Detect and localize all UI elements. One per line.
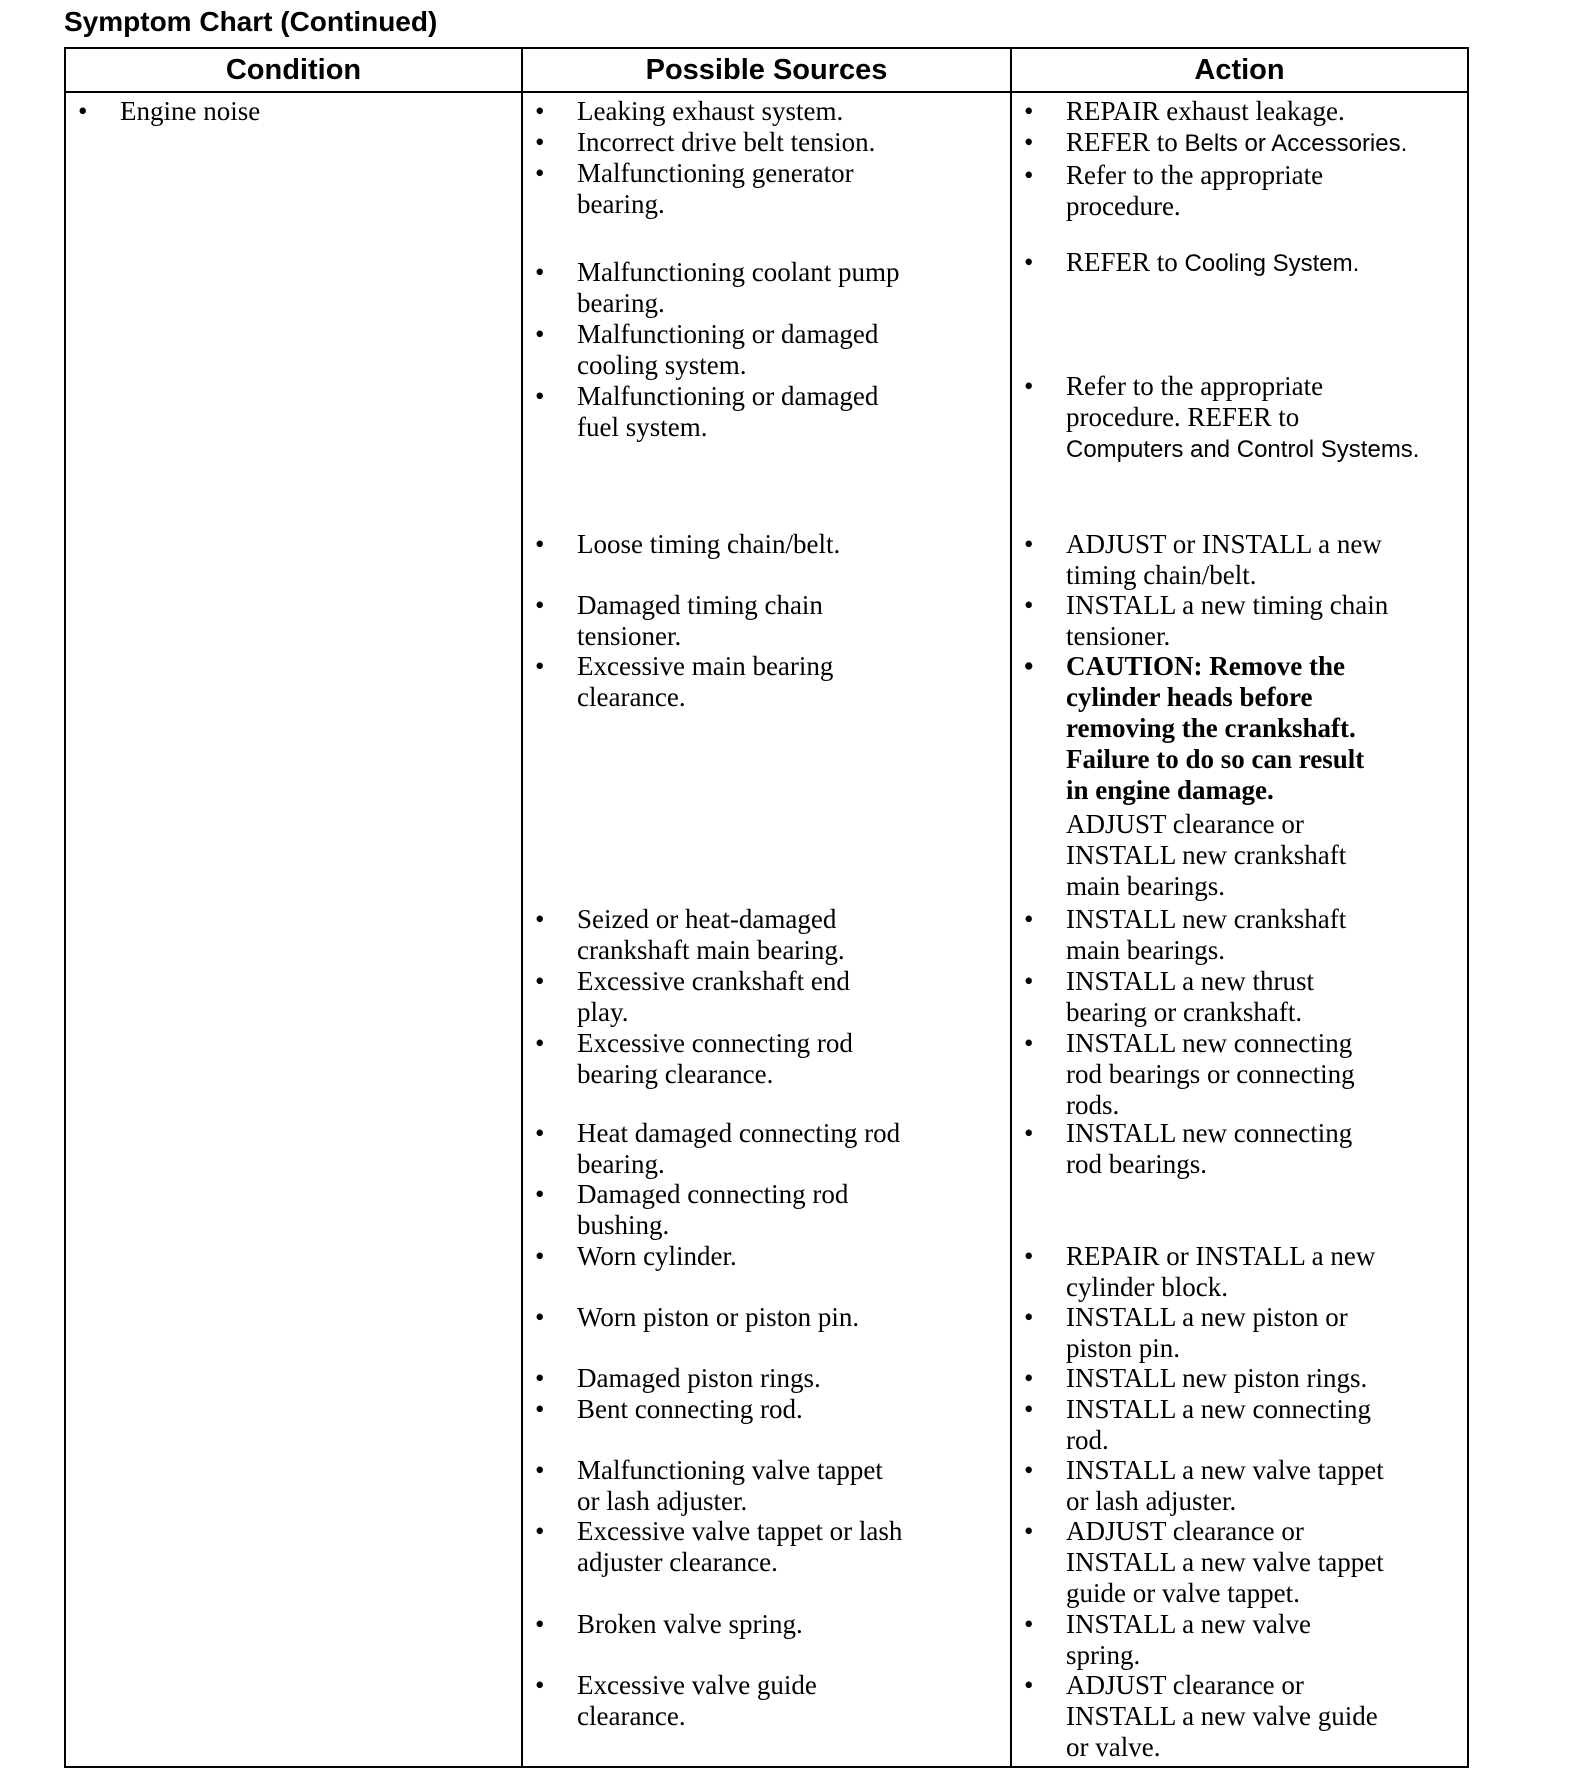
source-item-line: Worn cylinder.	[577, 1241, 737, 1271]
action-item-line: or valve.	[1066, 1732, 1161, 1762]
action-item-line: INSTALL new connecting	[1066, 1028, 1353, 1058]
action-item	[1066, 809, 1346, 902]
source-item-line: Incorrect drive belt tension.	[577, 127, 876, 157]
action-item	[1024, 247, 1360, 279]
source-item	[535, 1302, 860, 1333]
source-item-line: Malfunctioning coolant pump	[577, 257, 900, 287]
action-item-line: INSTALL a new valve tappet	[1066, 1547, 1384, 1577]
source-item	[535, 1516, 903, 1578]
source-item-line: play.	[577, 997, 629, 1027]
bullet: •	[1024, 247, 1034, 277]
reference-text: Cooling System.	[1184, 250, 1360, 277]
source-item-line: Heat damaged connecting rod	[577, 1118, 901, 1148]
source-item	[535, 381, 879, 443]
action-line: procedure. REFER to	[1066, 402, 1300, 432]
source-item-line: Leaking exhaust system.	[577, 96, 844, 126]
source-item	[535, 96, 844, 127]
source-item-line: Excessive valve guide	[577, 1670, 817, 1700]
action-item	[1024, 96, 1345, 127]
source-item-line: bushing.	[577, 1210, 670, 1240]
action-item-line: main bearings.	[1066, 935, 1225, 965]
action-text: REFER to	[1066, 127, 1185, 157]
source-item	[535, 319, 879, 381]
source-item-line: Damaged timing chain	[577, 590, 823, 620]
bullet: •	[535, 966, 545, 996]
source-item	[535, 1455, 883, 1517]
source-item-line: Malfunctioning valve tappet	[577, 1455, 883, 1485]
bullet: •	[535, 590, 545, 620]
source-item	[535, 1670, 817, 1732]
column-divider	[1010, 49, 1012, 1766]
bullet: •	[1024, 904, 1034, 934]
action-item-line: REPAIR or INSTALL a new	[1066, 1241, 1376, 1271]
source-item-line: Damaged connecting rod	[577, 1179, 849, 1209]
source-item	[535, 158, 854, 220]
action-item-line: ADJUST or INSTALL a new	[1066, 529, 1382, 559]
bullet: •	[1024, 651, 1034, 681]
reference-text: Computers and Control Systems.	[1066, 436, 1420, 463]
source-item	[535, 651, 834, 713]
action-item-line: INSTALL a new piston or	[1066, 1302, 1348, 1332]
action-item	[1024, 1394, 1371, 1456]
caution-item	[1024, 651, 1365, 806]
source-item	[535, 529, 841, 560]
bullet: •	[1024, 127, 1034, 157]
source-item	[535, 257, 900, 319]
bullet: •	[1024, 1455, 1034, 1485]
bullet: •	[535, 1516, 545, 1546]
header-action: Action	[1194, 54, 1285, 86]
action-line: procedure.	[1066, 191, 1181, 221]
bullet: •	[535, 1609, 545, 1639]
source-item-line: fuel system.	[577, 412, 708, 442]
bullet: •	[535, 1670, 545, 1700]
bullet: •	[1024, 1363, 1034, 1393]
bullet: •	[535, 1118, 545, 1148]
column-divider	[521, 49, 523, 1766]
action-item-line: INSTALL a new valve	[1066, 1609, 1312, 1639]
bullet: •	[535, 257, 545, 287]
bullet: •	[535, 1028, 545, 1058]
action-item-line: or lash adjuster.	[1066, 1486, 1237, 1516]
source-item-line: bearing.	[577, 1149, 665, 1179]
action-item-line: tensioner.	[1066, 621, 1171, 651]
bullet: •	[535, 1179, 545, 1209]
action-item-line: bearing or crankshaft.	[1066, 997, 1303, 1027]
bullet: •	[535, 127, 545, 157]
bullet: •	[1024, 1118, 1034, 1148]
action-item	[1024, 1302, 1348, 1364]
action-item-line: spring.	[1066, 1640, 1141, 1670]
source-item-line: adjuster clearance.	[577, 1547, 778, 1577]
header-condition: Condition	[225, 54, 362, 86]
action-text: REFER to	[1066, 247, 1185, 277]
action-item	[1024, 127, 1408, 159]
source-item	[535, 966, 850, 1028]
source-item-line: bearing.	[577, 288, 665, 318]
source-item	[535, 1028, 853, 1090]
action-item-line: rod bearings.	[1066, 1149, 1207, 1179]
source-item	[535, 590, 823, 652]
source-item-line: Loose timing chain/belt.	[577, 529, 841, 559]
action-item	[1024, 371, 1420, 465]
action-item	[1024, 1241, 1376, 1303]
source-item	[535, 1394, 803, 1425]
condition-item	[78, 96, 261, 127]
bullet: •	[535, 1455, 545, 1485]
action-item	[1024, 966, 1315, 1028]
source-item	[535, 1241, 737, 1272]
source-item-line: bearing clearance.	[577, 1059, 774, 1089]
action-item-line: rod.	[1066, 1425, 1109, 1455]
action-item-line: rods.	[1066, 1090, 1120, 1120]
bullet: •	[1024, 1302, 1034, 1332]
action-item-line: cylinder block.	[1066, 1272, 1228, 1302]
source-item-line: clearance.	[577, 1701, 686, 1731]
caution-item-line: CAUTION: Remove the	[1066, 651, 1345, 681]
caution-item-line: Failure to do so can result	[1066, 744, 1365, 774]
action-item-line: piston pin.	[1066, 1333, 1181, 1363]
action-item-line: guide or valve tappet.	[1066, 1578, 1300, 1608]
source-item-line: Bent connecting rod.	[577, 1394, 803, 1424]
source-item-line: Malfunctioning or damaged	[577, 381, 879, 411]
bullet: •	[535, 1363, 545, 1393]
source-item-line: clearance.	[577, 682, 686, 712]
bullet: •	[535, 651, 545, 681]
bullet: •	[1024, 966, 1034, 996]
caution-item-line: cylinder heads before	[1066, 682, 1313, 712]
action-item	[1024, 1455, 1384, 1517]
condition-text: Engine noise	[120, 96, 261, 126]
source-item	[535, 127, 876, 158]
reference-text: Belts or Accessories.	[1184, 130, 1408, 157]
bullet: •	[535, 158, 545, 188]
source-item	[535, 904, 845, 966]
source-item-line: tensioner.	[577, 621, 682, 651]
action-item-line: INSTALL a new valve guide	[1066, 1701, 1378, 1731]
source-item-line: Damaged piston rings.	[577, 1363, 821, 1393]
action-item	[1024, 1118, 1353, 1180]
bullet: •	[535, 904, 545, 934]
action-item	[1024, 1609, 1312, 1671]
bullet: •	[1024, 1609, 1034, 1639]
action-item-line: INSTALL a new connecting	[1066, 1394, 1371, 1424]
bullet: •	[535, 96, 545, 126]
action-item	[1024, 529, 1382, 591]
bullet: •	[1024, 1670, 1034, 1700]
bullet: •	[1024, 1241, 1034, 1271]
bullet: •	[535, 1394, 545, 1424]
action-item-line: timing chain/belt.	[1066, 560, 1257, 590]
action-item	[1024, 1363, 1368, 1394]
action-item	[1024, 1670, 1378, 1763]
action-item-line: rod bearings or connecting	[1066, 1059, 1355, 1089]
action-item-line: INSTALL a new valve tappet	[1066, 1455, 1384, 1485]
source-item-line: bearing.	[577, 189, 665, 219]
source-item	[535, 1363, 821, 1394]
action-item-line: main bearings.	[1066, 871, 1225, 901]
bullet: •	[535, 381, 545, 411]
source-item-line: Excessive valve tappet or lash	[577, 1516, 903, 1546]
bullet: •	[1024, 160, 1034, 190]
header-possible-sources: Possible Sources	[645, 54, 888, 86]
action-item-line: INSTALL a new timing chain	[1066, 590, 1389, 620]
source-item-line: Malfunctioning or damaged	[577, 319, 879, 349]
caution-item-line: in engine damage.	[1066, 775, 1274, 805]
bullet: •	[1024, 1516, 1034, 1546]
source-item-line: Excessive main bearing	[577, 651, 834, 681]
action-item-line: ADJUST clearance or	[1066, 809, 1304, 839]
source-item-line: Excessive crankshaft end	[577, 966, 850, 996]
action-item-line: ADJUST clearance or	[1066, 1516, 1304, 1546]
header-rule	[66, 91, 1467, 93]
source-item-line: Malfunctioning generator	[577, 158, 854, 188]
bullet: •	[535, 319, 545, 349]
bullet: •	[78, 96, 88, 126]
bullet: •	[1024, 96, 1034, 126]
action-item	[1024, 1516, 1384, 1609]
bullet: •	[1024, 1028, 1034, 1058]
action-line: Refer to the appropriate	[1066, 160, 1324, 190]
action-item	[1024, 904, 1347, 966]
bullet: •	[535, 1302, 545, 1332]
source-item-line: or lash adjuster.	[577, 1486, 748, 1516]
action-item-line: INSTALL a new thrust	[1066, 966, 1315, 996]
bullet: •	[1024, 1394, 1034, 1424]
action-item	[1024, 590, 1389, 652]
source-item-line: Broken valve spring.	[577, 1609, 803, 1639]
chart-title: Symptom Chart (Continued)	[64, 6, 438, 37]
source-item	[535, 1118, 901, 1180]
source-item-line: Excessive connecting rod	[577, 1028, 853, 1058]
action-item-line: INSTALL new crankshaft	[1066, 840, 1347, 870]
action-item	[1024, 1028, 1355, 1121]
source-item-line: Seized or heat-damaged	[577, 904, 837, 934]
action-item-line: INSTALL new connecting	[1066, 1118, 1353, 1148]
source-item-line: Worn piston or piston pin.	[577, 1302, 860, 1332]
bullet: •	[535, 529, 545, 559]
bullet: •	[1024, 371, 1034, 401]
action-item	[1024, 160, 1324, 222]
action-text: REPAIR exhaust leakage.	[1066, 96, 1345, 126]
action-item-line: ADJUST clearance or	[1066, 1670, 1304, 1700]
source-item	[535, 1179, 849, 1241]
bullet: •	[535, 1241, 545, 1271]
source-item-line: crankshaft main bearing.	[577, 935, 845, 965]
caution-item-line: removing the crankshaft.	[1066, 713, 1356, 743]
bullet: •	[1024, 590, 1034, 620]
source-item-line: cooling system.	[577, 350, 747, 380]
action-item-line: INSTALL new piston rings.	[1066, 1363, 1368, 1393]
source-item	[535, 1609, 803, 1640]
bullet: •	[1024, 529, 1034, 559]
action-line: Refer to the appropriate	[1066, 371, 1324, 401]
action-item-line: INSTALL new crankshaft	[1066, 904, 1347, 934]
